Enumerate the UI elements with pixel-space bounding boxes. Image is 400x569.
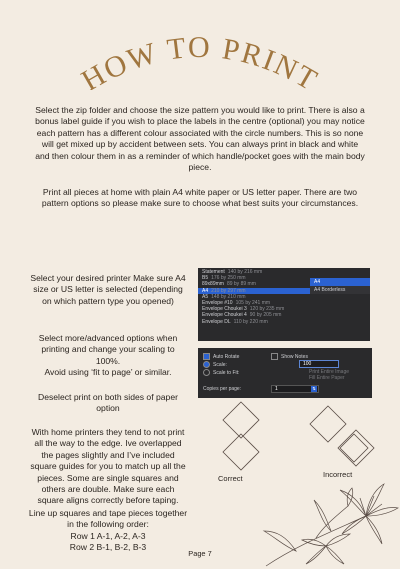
auto-rotate-checkbox[interactable]: Auto Rotate <box>203 353 239 360</box>
paper-size-name: A4 <box>202 287 209 294</box>
paper-size-name: Statement <box>202 269 225 275</box>
scale-to-fit-radio[interactable]: Scale to Fit: <box>203 369 239 376</box>
paper-size-name: A5 <box>202 293 209 300</box>
correct-square-top <box>223 402 259 438</box>
title-text: HOW TO PRINT <box>76 30 325 90</box>
incorrect-label: Incorrect <box>323 470 353 479</box>
paper-size-dimensions: 176 by 250 mm <box>211 275 246 282</box>
submenu-item-a4[interactable]: A4 <box>310 278 370 286</box>
paper-size-dimensions: 90 by 205 mm <box>249 312 282 319</box>
paper-size-submenu <box>310 278 370 294</box>
step-scaling: Select more/advanced options when printing and change your scaling to 100%. <box>38 333 178 366</box>
incorrect-square-outer <box>338 430 374 466</box>
radio-on-icon <box>203 361 210 368</box>
paper-size-dimensions: 148 by 210 mm <box>211 293 246 300</box>
page-title <box>0 20 400 90</box>
correct-squares-diagram <box>212 398 270 474</box>
leaf-left <box>264 531 296 551</box>
paper-size-menu-screenshot <box>198 268 370 341</box>
intro-paragraph-2: Print all pieces at home with plain A4 white paper or US letter paper. There are two pattern options so please make sure to choose what best suits your circumstances. <box>41 187 359 209</box>
step-select-printer: Select your desired printer Make sure A4 size or US letter is selected (depending on which pattern type you opened) <box>30 273 186 306</box>
paper-size-dimensions: 120 by 235 mm <box>249 306 285 313</box>
scale-radio[interactable]: Scale: <box>203 361 227 368</box>
paper-size-dimensions: 110 by 220 mm <box>233 318 268 325</box>
paper-size-name: 89x89mm <box>202 281 224 288</box>
print-scale-dialog-screenshot <box>198 348 372 398</box>
submenu-item-a4-borderless[interactable]: A4 Borderless <box>314 287 346 294</box>
incorrect-squares-diagram <box>298 402 378 468</box>
paper-size-item[interactable] <box>198 319 370 325</box>
fill-entire-paper-option: Fill Entire Paper <box>309 375 345 381</box>
paper-size-name: Envelope Choukei 4 <box>202 312 247 319</box>
show-notes-checkbox[interactable]: Show Notes <box>271 353 308 360</box>
checkbox-checked-icon <box>203 353 210 360</box>
correct-square-bottom <box>223 434 259 470</box>
paper-size-name: B5 <box>202 275 209 282</box>
checkbox-unchecked-icon <box>271 353 278 360</box>
step-line-up: Line up squares and tape pieces together in the following order: <box>28 508 188 530</box>
intro-paragraph-1: Select the zip folder and choose the size pattern you would like to print. There is also a bonus label guide if you wish to place the labels in the centre (optional) you may notice each pattern has a different colour associated with the circle numbers. This is so none will get mixed up by accident between sets. You can always print in black and white and then colour them in as a reminder of which handle/pocket goes with the main body piece. <box>35 105 365 173</box>
paper-size-dimensions: 140 by 216 mm <box>227 269 263 275</box>
paper-size-name: Envelope Choukei 3 <box>202 306 247 313</box>
order-row-1: Row 1 A-1, A-2, A-3 <box>70 531 146 541</box>
stepper-icon: ⇅ <box>312 386 316 391</box>
correct-label: Correct <box>218 474 243 483</box>
step-square-guides: With home printers they tend to not print all the way to the edge. Ive overlapped the pages slightly and I’ve included square guides for you to match up all the pieces. Some are single squares and others are double. Make sure each square aligns correctly before taping. <box>30 427 186 506</box>
print-entire-image-option: Print Entire Image <box>309 369 350 375</box>
paper-size-name: Envelope DL <box>202 318 231 325</box>
scale-input[interactable]: 100 <box>299 360 339 368</box>
copies-per-page-select[interactable]: 1 ⇅ <box>271 385 319 393</box>
paper-size-dimensions: 210 by 297 mm <box>211 287 246 294</box>
paper-size-dimensions: 89 by 89 mm <box>226 281 256 288</box>
paper-size-name: Envelope #10 <box>202 300 233 307</box>
leaf-middle <box>314 500 331 531</box>
page-number: Page 7 <box>188 549 212 558</box>
step-deselect-duplex: Deselect print on both sides of paper option <box>38 392 178 414</box>
step-avoid-fit: Avoid using ‘fit to page’ or similar. <box>44 367 172 377</box>
paper-size-dimensions: 105 by 241 mm <box>235 300 271 307</box>
svg-text:HOW TO PRINT <box>76 31 324 90</box>
order-row-2: Row 2 B-1, B-2, B-3 <box>69 542 147 552</box>
incorrect-square-top <box>310 406 346 442</box>
radio-off-icon <box>203 369 210 376</box>
copies-per-page-label: Copies per page: <box>203 386 242 392</box>
stem-main <box>266 516 366 566</box>
